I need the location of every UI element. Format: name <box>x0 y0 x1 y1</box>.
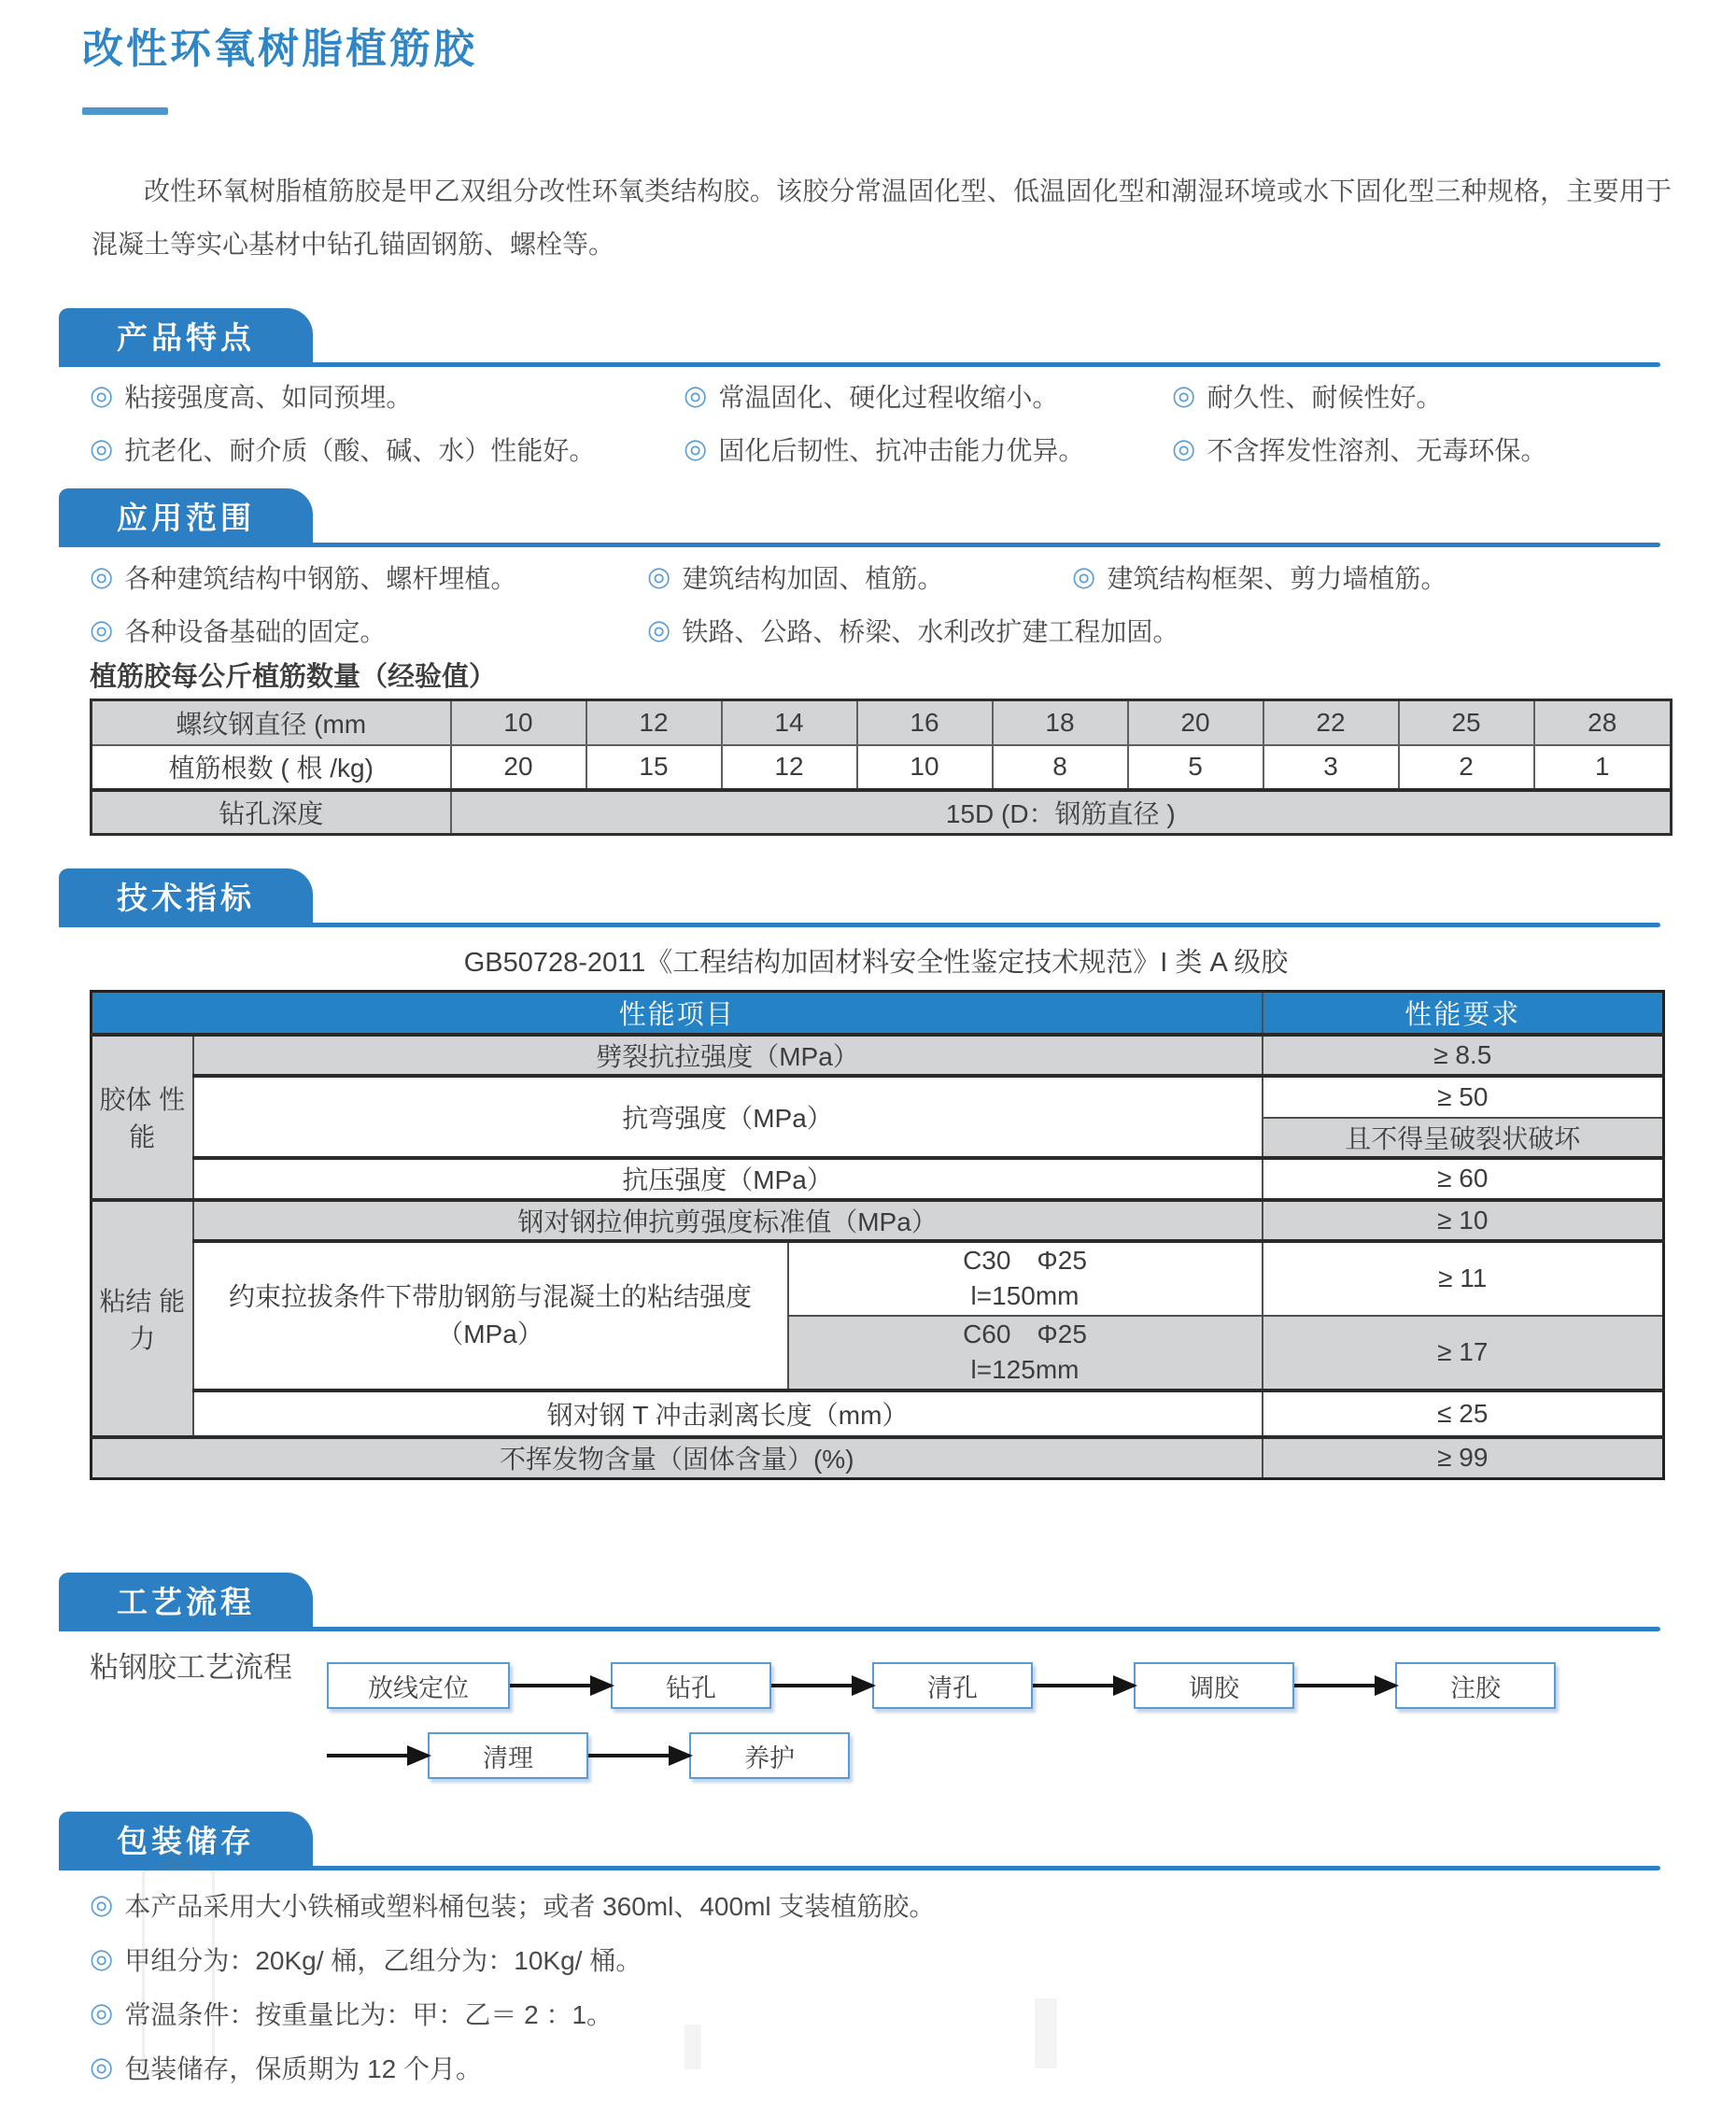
test-condition <box>788 1241 1263 1316</box>
flow-step-box: 清理 <box>428 1732 588 1779</box>
requirement-value: ≤ 25 <box>1263 1390 1664 1437</box>
table-row <box>92 1200 1664 1241</box>
list-item <box>90 1886 935 1924</box>
features-rule <box>59 362 1660 367</box>
requirement-note: 且不得呈破裂状破坏 <box>1263 1118 1664 1158</box>
features-row-1 <box>90 377 1546 415</box>
right-arrow-icon <box>771 1684 872 1687</box>
list-item <box>647 612 1179 649</box>
section-packaging-header <box>59 1812 1660 1870</box>
table-row <box>92 790 1672 835</box>
section-process-header <box>59 1573 1660 1631</box>
page-title: 改性环氧树脂植筋胶 <box>82 26 477 72</box>
bullseye-icon: ◎ <box>1072 561 1096 592</box>
section-tech-header <box>59 868 1660 927</box>
application-text: 建筑结构加固、植筋。 <box>682 564 944 593</box>
bullseye-icon: ◎ <box>647 614 671 645</box>
requirement-value: ≥ 10 <box>1263 1200 1664 1241</box>
condition-spec: C60 Φ25 <box>963 1320 1087 1348</box>
bullseye-icon: ◎ <box>1172 433 1196 464</box>
table-cell: 5 <box>1128 745 1263 790</box>
process-flow-row-1 <box>327 1662 1556 1709</box>
section-features-header <box>59 308 1660 367</box>
feature-text: 耐久性、耐候性好。 <box>1207 383 1443 412</box>
tech-spec-table <box>90 990 1665 1480</box>
table-row <box>92 1158 1664 1200</box>
row-header: 钻孔深度 <box>92 790 451 835</box>
bullseye-icon: ◎ <box>90 1943 114 1974</box>
bullseye-icon: ◎ <box>90 561 114 592</box>
applications-bullets <box>90 558 1447 665</box>
table-row <box>92 700 1672 745</box>
tech-badge: 技术指标 <box>59 868 313 923</box>
flow-step-box: 养护 <box>689 1732 850 1779</box>
watermark-shape <box>685 2025 701 2069</box>
packaging-rule <box>59 1866 1660 1870</box>
table-row <box>92 745 1672 790</box>
title-underline-dash <box>82 107 168 115</box>
process-subtitle: 粘钢胶工艺流程 <box>90 1651 292 1684</box>
requirement-value: ≥ 50 <box>1263 1076 1664 1118</box>
table-row <box>92 1076 1664 1118</box>
column-header-property: 性能项目 <box>92 992 1263 1035</box>
applications-rule <box>59 543 1660 547</box>
feature-text: 抗老化、耐介质（酸、碱、水）性能好。 <box>124 436 596 465</box>
standard-note: GB50728-2011《工程结构加固材料安全性鉴定技术规范》I 类 A 级胶 <box>463 948 1289 978</box>
table-cell: 20 <box>451 745 586 790</box>
property-label: 钢对钢拉伸抗剪强度标准值（MPa） <box>193 1200 1263 1241</box>
bullseye-icon: ◎ <box>90 614 114 645</box>
feature-text: 固化后韧性、抗冲击能力优异。 <box>718 436 1085 465</box>
right-arrow-icon <box>588 1754 689 1757</box>
applications-badge: 应用范围 <box>59 488 313 543</box>
property-label: 抗压强度（MPa） <box>193 1158 1263 1200</box>
list-item <box>647 558 1072 596</box>
condition-length: l=150mm <box>970 1281 1080 1310</box>
process-badge: 工艺流程 <box>59 1573 313 1627</box>
packaging-text: 包装储存，保质期为 12 个月。 <box>124 2054 483 2083</box>
table-cell: 1 <box>1534 745 1672 790</box>
tech-rule <box>59 923 1660 927</box>
table-row <box>92 1035 1664 1076</box>
packaging-text: 常温条件：按重量比为：甲：乙＝ 2 ：1。 <box>124 2000 614 2029</box>
list-item <box>684 430 1172 468</box>
application-text: 铁路、公路、桥梁、水利改扩建工程加固。 <box>682 617 1179 646</box>
process-rule <box>59 1627 1660 1631</box>
table-cell: 22 <box>1263 700 1399 745</box>
application-text: 各种设备基础的固定。 <box>124 617 387 646</box>
group-label-bond: 粘结 能力 <box>92 1200 193 1437</box>
property-label: 钢对钢 T 冲击剥离长度（mm） <box>193 1390 1263 1437</box>
application-text: 建筑结构框架、剪力墙植筋。 <box>1107 564 1447 593</box>
requirement-value: ≥ 99 <box>1263 1437 1664 1479</box>
test-condition <box>788 1316 1263 1390</box>
row-header: 植筋根数 ( 根 /kg) <box>92 745 451 790</box>
right-arrow-icon <box>1033 1684 1134 1687</box>
applications-row-2 <box>90 612 1447 649</box>
bullseye-icon: ◎ <box>90 433 114 464</box>
table-cell: 28 <box>1534 700 1672 745</box>
flow-step-box: 放线定位 <box>327 1662 510 1709</box>
list-item <box>90 612 647 649</box>
requirement-value: ≥ 60 <box>1263 1158 1664 1200</box>
list-item <box>90 430 684 468</box>
bullseye-icon: ◎ <box>90 2052 114 2082</box>
list-item <box>684 377 1172 415</box>
table-cell: 3 <box>1263 745 1399 790</box>
list-item <box>1172 377 1442 415</box>
packaging-text: 本产品采用大小铁桶或塑料桶包装；或者 360ml、400ml 支装植筋胶。 <box>124 1892 936 1921</box>
process-flow-row-2 <box>327 1732 850 1779</box>
bullseye-icon: ◎ <box>90 1997 114 2028</box>
list-item <box>1072 558 1447 596</box>
table-cell: 2 <box>1399 745 1534 790</box>
property-label: 不挥发物含量（固体含量）(%) <box>92 1437 1263 1479</box>
property-label: 约束拉拔条件下带肋钢筋与混凝土的粘结强度（MPa） <box>193 1241 788 1390</box>
column-header-requirement: 性能要求 <box>1263 992 1664 1035</box>
features-row-2 <box>90 430 1546 468</box>
list-item <box>90 1995 935 2032</box>
applications-row-1 <box>90 558 1447 596</box>
table-cell: 10 <box>451 700 586 745</box>
property-label: 劈裂抗拉强度（MPa） <box>193 1035 1263 1076</box>
table-cell: 10 <box>857 745 993 790</box>
requirement-value: ≥ 17 <box>1263 1316 1664 1390</box>
bullseye-icon: ◎ <box>647 561 671 592</box>
packaging-badge: 包装储存 <box>59 1812 313 1866</box>
condition-spec: C30 Φ25 <box>963 1246 1087 1275</box>
list-item <box>1172 430 1546 468</box>
section-applications-header <box>59 488 1660 547</box>
feature-text: 粘接强度高、如同预埋。 <box>124 383 413 412</box>
table-cell: 14 <box>722 700 857 745</box>
flow-step-box: 注胶 <box>1395 1662 1556 1709</box>
application-text: 各种建筑结构中钢筋、螺杆埋植。 <box>124 564 517 593</box>
watermark-shape <box>1035 1998 1057 2068</box>
intro-paragraph: 改性环氧树脂植筋胶是甲乙双组分改性环氧类结构胶。该胶分常温固化型、低温固化型和潮湿环境或水下固化型三种规格，主要用于混凝土等实心基材中钻孔锚固钢筋、螺栓等。 <box>92 176 1672 259</box>
table-cell: 18 <box>993 700 1128 745</box>
group-label-body: 胶体 性能 <box>92 1035 193 1200</box>
table-cell: 8 <box>993 745 1128 790</box>
list-item <box>90 558 647 596</box>
table-cell: 16 <box>857 700 993 745</box>
table-cell: 20 <box>1128 700 1263 745</box>
rebar-count-table <box>90 699 1672 836</box>
table-cell: 25 <box>1399 700 1534 745</box>
table-header-row <box>92 992 1664 1035</box>
requirement-value: ≥ 11 <box>1263 1241 1664 1316</box>
right-arrow-icon <box>327 1754 428 1757</box>
property-label: 抗弯强度（MPa） <box>193 1076 1263 1158</box>
flow-step-box: 钻孔 <box>611 1662 771 1709</box>
table-cell: 12 <box>586 700 722 745</box>
watermark-bottle <box>142 1868 215 2073</box>
table-row <box>92 1241 1664 1316</box>
table-cell: 15D (D：钢筋直径 ) <box>451 790 1672 835</box>
rebar-table-title: 植筋胶每公斤植筋数量（经验值） <box>90 662 497 692</box>
right-arrow-icon <box>510 1684 611 1687</box>
feature-text: 不含挥发性溶剂、无毒环保。 <box>1207 436 1547 465</box>
list-item <box>90 377 684 415</box>
packaging-bullets <box>90 1886 935 2103</box>
list-item <box>90 1941 935 1978</box>
condition-length: l=125mm <box>970 1355 1080 1384</box>
features-bullets <box>90 377 1546 484</box>
table-cell: 12 <box>722 745 857 790</box>
feature-text: 常温固化、硬化过程收缩小。 <box>718 383 1059 412</box>
watermark-bottle-cap <box>164 1847 192 1870</box>
bullseye-icon: ◎ <box>90 380 114 411</box>
list-item <box>90 2049 935 2086</box>
table-row <box>92 1437 1664 1479</box>
flow-step-box: 清孔 <box>872 1662 1033 1709</box>
bullseye-icon: ◎ <box>90 1889 114 1920</box>
table-cell: 15 <box>586 745 722 790</box>
bullseye-icon: ◎ <box>684 380 708 411</box>
row-header: 螺纹钢直径 (mm <box>92 700 451 745</box>
right-arrow-icon <box>1294 1684 1395 1687</box>
bullseye-icon: ◎ <box>684 433 708 464</box>
bullseye-icon: ◎ <box>1172 380 1196 411</box>
features-badge: 产品特点 <box>59 308 313 362</box>
requirement-value: ≥ 8.5 <box>1263 1035 1664 1076</box>
table-row <box>92 1390 1664 1437</box>
packaging-text: 甲组分为：20Kg/ 桶，乙组分为：10Kg/ 桶。 <box>124 1946 642 1975</box>
flow-step-box: 调胶 <box>1134 1662 1294 1709</box>
